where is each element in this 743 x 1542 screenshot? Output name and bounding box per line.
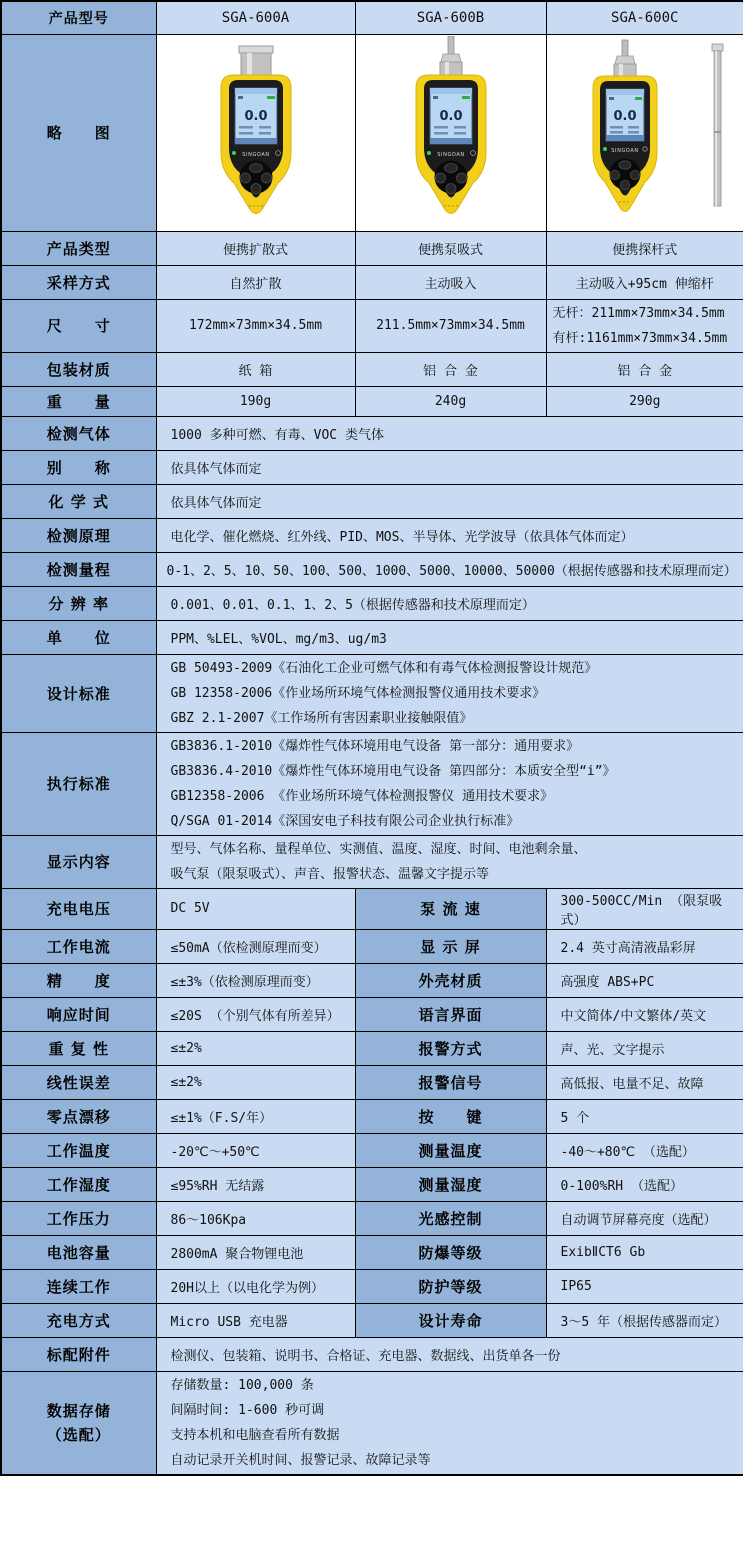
label-resolution: 分 辨 率 <box>1 586 156 620</box>
product-photo-sga-600a <box>156 34 355 231</box>
product-photo-sga-600c <box>546 34 743 231</box>
display-screen-value: 2.4 英寸高清液晶彩屏 <box>546 929 743 963</box>
label-units: 单 位 <box>1 620 156 654</box>
label-accuracy: 精 度 <box>1 963 156 997</box>
table-row <box>1 1031 743 1065</box>
label-executive-standards: 执行标准 <box>1 732 156 835</box>
table-row <box>1 352 743 386</box>
label-linearity-error: 线性误差 <box>1 1065 156 1099</box>
dimensions-c <box>546 299 743 352</box>
label-protection-rating: 防护等级 <box>355 1269 546 1303</box>
table-row <box>1 1269 743 1303</box>
table-row <box>1 1303 743 1337</box>
table-row <box>1 518 743 552</box>
explosion-proof-rating-value: ExibⅡCT6 Gb <box>546 1235 743 1269</box>
label-display-content: 显示内容 <box>1 835 156 888</box>
table-row <box>1 1065 743 1099</box>
standard-accessories-value: 检测仪、包装箱、说明书、合格证、充电器、数据线、出货单各一份 <box>156 1337 743 1371</box>
label-detected-gases: 检测气体 <box>1 416 156 450</box>
table-row <box>1 299 743 352</box>
measuring-humidity-value: 0-100%RH （选配） <box>546 1167 743 1201</box>
label-alarm-signal: 报警信号 <box>355 1065 546 1099</box>
data-storage-label-line1: 数据存储 <box>46 1401 111 1420</box>
label-light-sensing-control: 光感控制 <box>355 1201 546 1235</box>
alarm-mode-value: 声、光、文字提示 <box>546 1031 743 1065</box>
data-storage-label-line2: （选配） <box>46 1425 111 1444</box>
design-life-value: 3～5 年（根据传感器而定） <box>546 1303 743 1337</box>
table-row <box>1 963 743 997</box>
dimensions-c-line2: 有杆:1161mm×73mm×34.5mm <box>552 330 728 346</box>
table-row <box>1 386 743 416</box>
detection-principle-value: 电化学、催化燃烧、红外线、PID、MOS、半导体、光学波导（依具体气体而定） <box>156 518 743 552</box>
table-row <box>1 1099 743 1133</box>
chemical-formula-value: 依具体气体而定 <box>156 484 743 518</box>
continuous-operation-value: 20H以上（以电化学为例） <box>156 1269 355 1303</box>
working-humidity-value: ≤95%RH 无结露 <box>156 1167 355 1201</box>
table-row <box>1 732 743 835</box>
sampling-c: 主动吸入+95cm 伸缩杆 <box>546 265 743 299</box>
product-type-a: 便携扩散式 <box>156 231 355 265</box>
display-content-line2: 吸气泵（限泵吸式）、声音、报警状态、温馨文字提示等 <box>170 866 490 882</box>
language-ui-value: 中文简体/中文繁体/英文 <box>546 997 743 1031</box>
zero-drift-value: ≤±1%（F.S/年） <box>156 1099 355 1133</box>
dimensions-c-line1: 无杆：211mm×73mm×34.5mm <box>552 305 725 321</box>
table-row <box>1 1 743 34</box>
table-row <box>1 416 743 450</box>
table-row <box>1 450 743 484</box>
charging-method-value: Micro USB 充电器 <box>156 1303 355 1337</box>
display-content-line1: 型号、气体名称、量程单位、实测值、温度、湿度、时间、电池剩余量、 <box>170 841 587 857</box>
label-detection-principle: 检测原理 <box>1 518 156 552</box>
weight-b: 240g <box>355 386 546 416</box>
model-name-sga-600a: SGA-600A <box>156 1 355 34</box>
working-temperature-value: -20℃～+50℃ <box>156 1133 355 1167</box>
label-alarm-mode: 报警方式 <box>355 1031 546 1065</box>
label-continuous-operation: 连续工作 <box>1 1269 156 1303</box>
design-standard-line2: GB 12358-2006《作业场所环境气体检测报警仪通用技术要求》 <box>170 685 546 701</box>
label-working-humidity: 工作湿度 <box>1 1167 156 1201</box>
packaging-c: 铝 合 金 <box>546 352 743 386</box>
telescopic-rod <box>712 44 723 206</box>
label-repeatability: 重 复 性 <box>1 1031 156 1065</box>
storage-interval: 间隔时间: 1-600 秒可调 <box>170 1402 325 1418</box>
working-current-value: ≤50mA（依检测原理而变） <box>156 929 355 963</box>
weight-c: 290g <box>546 386 743 416</box>
response-time-value: ≤20S （个别气体有所差异） <box>156 997 355 1031</box>
measuring-temperature-value: -40～+80℃ （选配） <box>546 1133 743 1167</box>
protection-rating-value: IP65 <box>546 1269 743 1303</box>
label-working-current: 工作电流 <box>1 929 156 963</box>
power-led <box>232 151 236 155</box>
label-detection-range: 检测量程 <box>1 552 156 586</box>
battery-capacity-value: 2800mA 聚合物锂电池 <box>156 1235 355 1269</box>
dimensions-a: 172mm×73mm×34.5mm <box>156 299 355 352</box>
brand-label: SINGOAN <box>611 147 639 154</box>
table-row <box>1 1201 743 1235</box>
device-illustration-sga-600c <box>552 36 738 226</box>
label-chemical-formula: 化 学 式 <box>1 484 156 518</box>
label-packaging-material: 包装材质 <box>1 352 156 386</box>
label-sampling-method: 采样方式 <box>1 265 156 299</box>
table-row <box>1 265 743 299</box>
working-pressure-value: 86～106Kpa <box>156 1201 355 1235</box>
product-type-b: 便携泵吸式 <box>355 231 546 265</box>
label-measuring-temperature: 测量温度 <box>355 1133 546 1167</box>
label-language-ui: 语言界面 <box>355 997 546 1031</box>
table-row <box>1 1133 743 1167</box>
weight-a: 190g <box>156 386 355 416</box>
label-standard-accessories: 标配附件 <box>1 1337 156 1371</box>
detected-gases-value: 1000 多种可燃、有毒、VOC 类气体 <box>156 416 743 450</box>
header-label-product-model: 产品型号 <box>1 1 156 34</box>
brand-label: SINGOAN <box>241 151 270 158</box>
product-photo-sga-600b <box>355 34 546 231</box>
product-type-c: 便携探杆式 <box>546 231 743 265</box>
light-sensing-control-value: 自动调节屏幕亮度（选配） <box>546 1201 743 1235</box>
table-row <box>1 1167 743 1201</box>
alarm-signal-value: 高低报、电量不足、故障 <box>546 1065 743 1099</box>
table-row <box>1 654 743 732</box>
data-storage-value <box>156 1371 743 1475</box>
label-measuring-humidity: 测量湿度 <box>355 1167 546 1201</box>
buttons-value: 5 个 <box>546 1099 743 1133</box>
sampling-b: 主动吸入 <box>355 265 546 299</box>
label-design-standards: 设计标准 <box>1 654 156 732</box>
executive-standard-line3: GB12358-2006 《作业场所环境气体检测报警仪 通用技术要求》 <box>170 788 554 804</box>
resolution-value: 0.001、0.01、0.1、1、2、5（根据传感器和技术原理而定） <box>156 586 743 620</box>
table-row <box>1 929 743 963</box>
shell-material-value: 高强度 ABS+PC <box>546 963 743 997</box>
design-standard-line1: GB 50493-2009《石油化工企业可燃气体和有毒气体检测报警设计规范》 <box>170 660 598 676</box>
model-name-sga-600b: SGA-600B <box>355 1 546 34</box>
label-explosion-proof-rating: 防爆等级 <box>355 1235 546 1269</box>
device-illustration-sga-600b <box>366 36 536 226</box>
table-row <box>1 1337 743 1371</box>
label-zero-drift: 零点漂移 <box>1 1099 156 1133</box>
label-working-pressure: 工作压力 <box>1 1201 156 1235</box>
sampling-a: 自然扩散 <box>156 265 355 299</box>
label-response-time: 响应时间 <box>1 997 156 1031</box>
table-row <box>1 231 743 265</box>
design-standards-value <box>156 654 743 732</box>
model-name-sga-600c: SGA-600C <box>546 1 743 34</box>
detection-range-value: 0-1、2、5、10、50、100、500、1000、5000、10000、50000（根据传感器和技术原理而定） <box>156 552 743 586</box>
table-row <box>1 620 743 654</box>
units-value: PPM、%LEL、%VOL、mg/m3、ug/m3 <box>156 620 743 654</box>
label-sketch: 略 图 <box>1 34 156 231</box>
dimensions-b: 211.5mm×73mm×34.5mm <box>355 299 546 352</box>
label-design-life: 设计寿命 <box>355 1303 546 1337</box>
packaging-b: 铝 合 金 <box>355 352 546 386</box>
label-data-storage <box>1 1371 156 1475</box>
accuracy-value: ≤±3%（依检测原理而变） <box>156 963 355 997</box>
label-charging-method: 充电方式 <box>1 1303 156 1337</box>
brand-label: SINGOAN <box>436 151 465 158</box>
label-dimensions: 尺 寸 <box>1 299 156 352</box>
executive-standard-line4: Q/SGA 01-2014《深国安电子科技有限公司企业执行标准》 <box>170 813 520 829</box>
executive-standards-value <box>156 732 743 835</box>
table-row <box>1 1235 743 1269</box>
label-buttons: 按 键 <box>355 1099 546 1133</box>
label-display-screen: 显 示 屏 <box>355 929 546 963</box>
storage-records: 自动记录开关机时间、报警记录、故障记录等 <box>170 1452 431 1468</box>
table-row <box>1 552 743 586</box>
table-row <box>1 997 743 1031</box>
label-working-temperature: 工作温度 <box>1 1133 156 1167</box>
table-row <box>1 484 743 518</box>
design-standard-line3: GBZ 2.1-2007《工作场所有害因素职业接触限值》 <box>170 710 473 726</box>
table-row <box>1 586 743 620</box>
table-row <box>1 835 743 888</box>
table-row <box>1 34 743 231</box>
charging-voltage-value: DC 5V <box>156 888 355 929</box>
executive-standard-line1: GB3836.1-2010《爆炸性气体环境用电气设备 第一部分：通用要求》 <box>170 738 580 754</box>
device-illustration-sga-600a <box>171 36 341 226</box>
label-alias: 别 称 <box>1 450 156 484</box>
display-content-value <box>156 835 743 888</box>
label-pump-flow: 泵 流 速 <box>355 888 546 929</box>
label-weight: 重 量 <box>1 386 156 416</box>
alias-value: 依具体气体而定 <box>156 450 743 484</box>
power-led <box>427 151 431 155</box>
linearity-error-value: ≤±2% <box>156 1065 355 1099</box>
lcd-reading: 0.0 <box>243 108 268 124</box>
label-shell-material: 外壳材质 <box>355 963 546 997</box>
storage-view: 支持本机和电脑查看所有数据 <box>170 1427 340 1443</box>
table-row <box>1 888 743 929</box>
pump-flow-value: 300-500CC/Min （限泵吸式） <box>546 888 743 929</box>
label-product-type: 产品类型 <box>1 231 156 265</box>
table-row <box>1 1371 743 1475</box>
power-led <box>603 147 607 151</box>
label-battery-capacity: 电池容量 <box>1 1235 156 1269</box>
label-charging-voltage: 充电电压 <box>1 888 156 929</box>
repeatability-value: ≤±2% <box>156 1031 355 1065</box>
storage-count: 存储数量: 100,000 条 <box>170 1377 314 1393</box>
lcd-reading: 0.0 <box>438 108 463 124</box>
packaging-a: 纸 箱 <box>156 352 355 386</box>
lcd-reading: 0.0 <box>613 108 637 124</box>
executive-standard-line2: GB3836.4-2010《爆炸性气体环境用电气设备 第四部分：本质安全型“i”》 <box>170 763 616 779</box>
